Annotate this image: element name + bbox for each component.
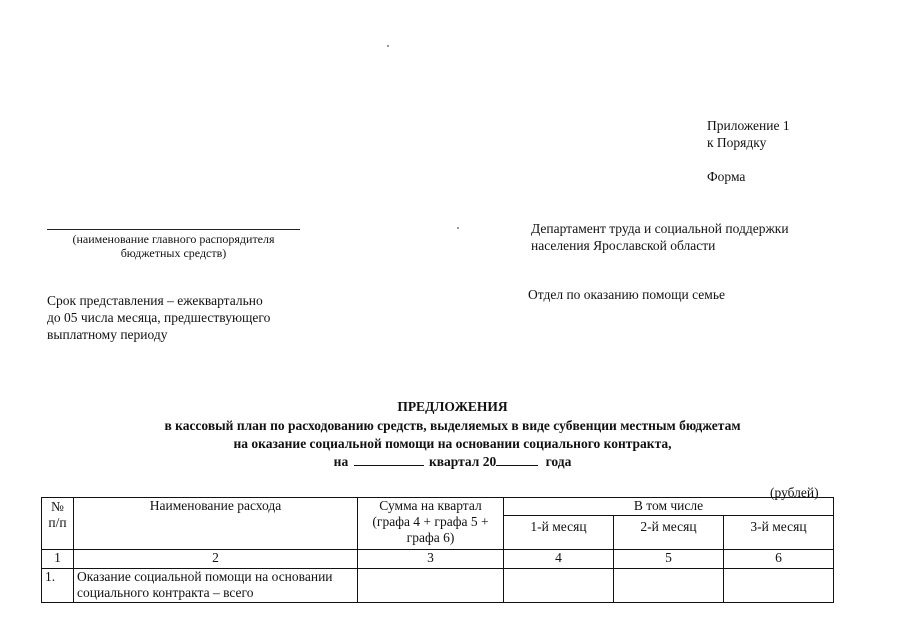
col-number: 1 — [42, 550, 74, 569]
units-label: (рублей) — [770, 485, 819, 500]
document-subtitle-2: на оказание социальной помощи на основании социального контракта, — [233, 436, 672, 451]
budget-holder-line — [47, 229, 300, 230]
row-name: Оказание социальной помощи на основании социального контракта – всего — [74, 569, 358, 603]
cash-plan-table — [41, 497, 834, 603]
deadline-line-3: выплатному периоду — [47, 327, 168, 342]
deadline-line-2: до 05 числа месяца, предшествующего — [47, 310, 271, 325]
col-number: 4 — [504, 550, 614, 569]
header-month-1: 1-й месяц — [504, 516, 614, 550]
department-line-1: Департамент труда и социальной поддержки — [531, 221, 789, 236]
appendix-line-2: к Порядку — [707, 135, 767, 150]
year-suffix: года — [545, 454, 572, 469]
col-number: 3 — [358, 550, 504, 569]
col-number: 2 — [74, 550, 358, 569]
header-including: В том числе — [504, 498, 834, 516]
deadline-line-1: Срок представления – ежеквартально — [47, 293, 263, 308]
header-sum: Сумма на квартал (графа 4 + графа 5 + графа 6) — [358, 498, 504, 550]
department-line-2: населения Ярославской области — [531, 238, 716, 253]
budget-holder-caption-1: (наименование главного распорядителя — [72, 232, 275, 246]
budget-holder-caption-2: бюджетных средств) — [120, 246, 227, 260]
year-blank — [496, 453, 538, 466]
col-number: 6 — [724, 550, 834, 569]
scan-speck — [387, 45, 389, 47]
header-month-3: 3-й месяц — [724, 516, 834, 550]
header-month-2: 2-й месяц — [614, 516, 724, 550]
header-name: Наименование расхода — [74, 498, 358, 550]
header-num: № п/п — [42, 498, 74, 550]
document-heading: ПРЕДЛОЖЕНИЯ — [397, 399, 508, 414]
document-subtitle-1: в кассовый план по расходованию средств, выделяемых в виде субвенции местным бюджетам — [164, 418, 741, 433]
row-month-3-cell[interactable] — [724, 569, 834, 603]
table-row — [42, 569, 834, 603]
quarter-prefix: на — [333, 454, 349, 469]
row-month-1-cell[interactable] — [504, 569, 614, 603]
appendix-line-1: Приложение 1 — [707, 118, 790, 133]
row-month-2-cell[interactable] — [614, 569, 724, 603]
scan-speck — [457, 227, 459, 229]
office-name: Отдел по оказанию помощи семье — [528, 287, 725, 302]
form-label: Форма — [707, 169, 746, 184]
quarter-middle: квартал 20 — [428, 454, 497, 469]
row-sum-cell[interactable] — [358, 569, 504, 603]
quarter-blank — [354, 453, 424, 466]
col-number: 5 — [614, 550, 724, 569]
document-subtitle-3 — [0, 453, 905, 471]
row-num: 1. — [42, 569, 74, 603]
